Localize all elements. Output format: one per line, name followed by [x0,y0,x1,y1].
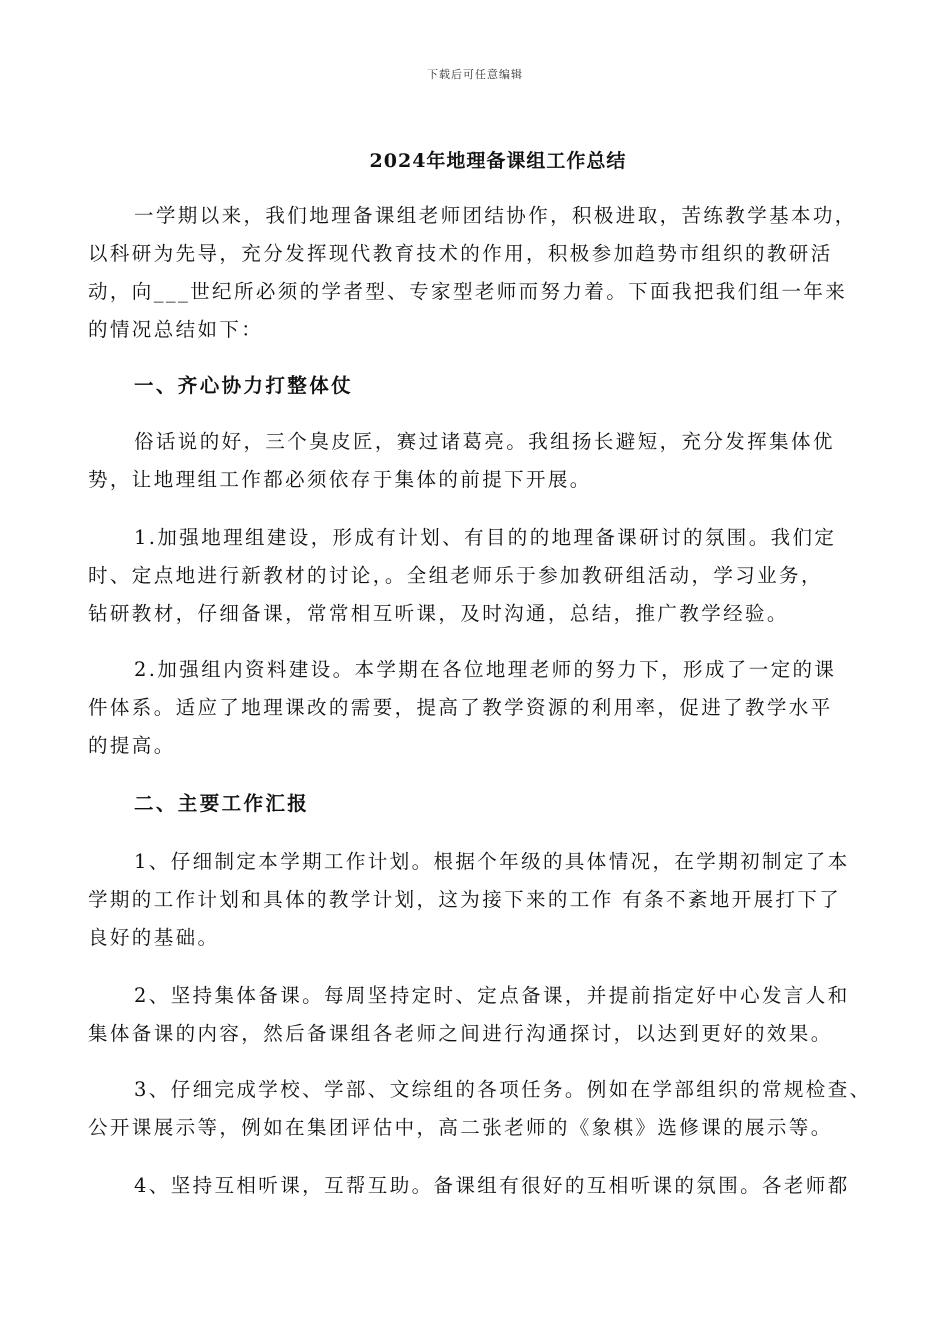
section-heading: 一、齐心协力打整体仗 [134,374,354,397]
paragraph-line: 公开课展示等，例如在集团评估中，高二张老师的《象棋》选修课的展示等。 [88,1116,833,1139]
paragraph-line: 时、定点地进行新教材的讨论，。全组老师乐于参加教研组活动，学习业务， [88,564,823,587]
paragraph-line: 的提高。 [88,734,176,757]
paragraph-line: 1、仔细制定本学期工作计划。根据个年级的具体情况，在学期初制定了本 [134,850,850,873]
paragraph-line: 势，让地理组工作都必须依存于集体的前提下开展。 [88,468,592,491]
paragraph-line: 俗话说的好，三个臭皮匠，赛过诸葛亮。我组扬长避短，充分发挥集体优 [134,430,835,453]
paragraph-line: 4、坚持互相听课，互帮互助。备课组有很好的互相听课的氛围。各老师都 [134,1174,850,1197]
paragraph-line: 学期的工作计划和具体的教学计划，这为接下来的工作 有条不紊地开展打下了 [88,888,842,911]
paragraph-line: 良好的基础。 [88,926,220,949]
paragraph-line: 件体系。适应了地理课改的需要，提高了教学资源的利用率，促进了教学水平 [88,696,833,719]
paragraph-line: 集体备课的内容，然后备课组各老师之间进行沟通探讨，以达到更好的效果。 [88,1022,833,1045]
paragraph-line: 3、仔细完成学校、学部、文综组的各项任务。例如在学部组织的常规检查、 [134,1078,872,1101]
paragraph-line: 的情况总结如下： [88,318,264,341]
paragraph-line: 一学期以来，我们地理备课组老师团结协作，积极进取，苦练教学基本功， [134,204,857,227]
paragraph-line: 以科研为先导，充分发挥现代教育技术的作用，积极参加趋势市组织的教研活 [88,242,833,265]
paragraph-line: 钻研教材，仔细备课，常常相互听课，及时沟通，总结，推广教学经验。 [88,602,789,625]
paragraph-line: 2.加强组内资料建设。本学期在各位地理老师的努力下，形成了一定的课 [134,658,837,681]
document-title: 2024年地理备课组工作总结 [369,150,627,172]
paragraph-line: 动，向___世纪所必须的学者型、专家型老师而努力着。下面我把我们组一年来 [88,280,848,303]
paragraph-line: 1.加强地理组建设，形成有计划、有目的的地理备课研讨的氛围。我们定 [134,526,837,549]
header-note: 下载后可任意编辑 [427,68,523,81]
section-heading: 二、主要工作汇报 [134,792,310,815]
paragraph-line: 2、坚持集体备课。每周坚持定时、定点备课，并提前指定好中心发言人和 [134,984,850,1007]
